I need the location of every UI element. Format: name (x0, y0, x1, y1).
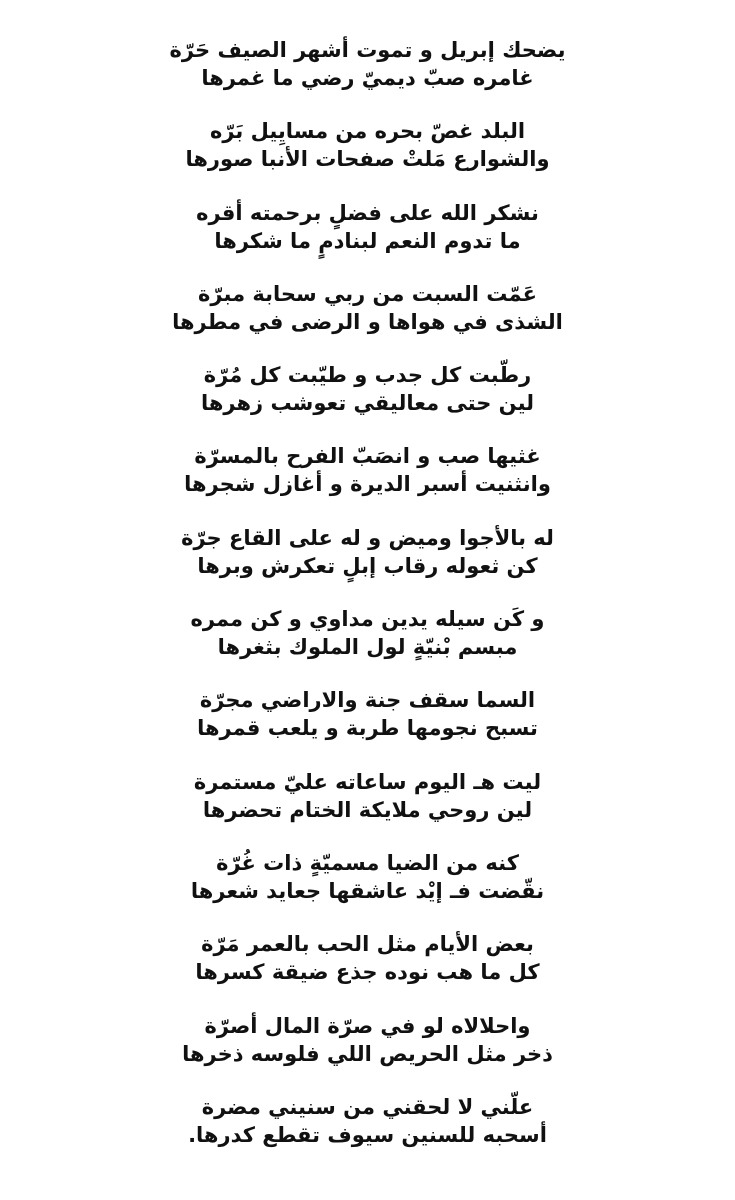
poem-line: لين حتى معاليقي تعوشب زهرها (200, 391, 535, 416)
stanza (120, 280, 615, 361)
poem-line: مبسم بْنيّةٍ لول الملوك بثغرها (217, 635, 518, 660)
stanza (120, 199, 615, 280)
stanza (120, 1012, 615, 1093)
poem-line: أسحبه للسنين سيوف تقطع كدرها. (188, 1122, 547, 1147)
poem-line: علّني لا لحقني من سنيني مضرة (201, 1094, 534, 1119)
stanza (120, 605, 615, 686)
poem-line: رطّبت كل جدب و طيّبت كل مُرّة (203, 363, 532, 388)
stanza (120, 849, 615, 930)
poem-line: الشذى في هواها و الرضى في مطرها (172, 309, 563, 334)
stanza (120, 442, 615, 523)
poem-line: نشكر الله على فضلٍ برحمته أقره (196, 200, 539, 225)
stanza (120, 768, 615, 849)
poem-line: كن ثعوله رقاب إبلٍ تعكرش وبرها (197, 553, 538, 578)
poem-line: بعض الأيام مثل الحب بالعمر مَرّة (201, 932, 534, 957)
poem (120, 36, 615, 1174)
poem-line: كنه من الضيا مسميّةٍ ذات غُرّة (216, 850, 519, 875)
stanza (120, 361, 615, 442)
poem-line: ما تدوم النعم لبنادمٍ ما شكرها (214, 228, 521, 253)
poem-line: السما سقف جنة والاراضي مجرّة (199, 688, 536, 713)
poem-line: عَمّت السبت من ربي سحابة مبرّة (198, 281, 537, 306)
poem-line: تسبح نجومها طربة و يلعب قمرها (197, 716, 538, 741)
poem-line: و كَن سيله يدين مداوي و كن ممره (190, 607, 545, 632)
poem-line: والشوارع مَلتْ صفحات الأنبا صورها (185, 147, 550, 172)
stanza (120, 524, 615, 605)
poem-line: واحلالاه لو في صرّة المال أصرّة (204, 1013, 531, 1038)
poem-line: نقّضت فـ إيْد عاشقها جعايد شعرها (190, 878, 545, 903)
stanza (120, 36, 615, 117)
poem-line: البلد غصّ بحره من مسايِيل بَرّه (209, 119, 526, 144)
poem-line: وانثنيت أسبر الديرة و أغازل شجرها (184, 472, 551, 497)
poem-line: له بالأجوا وميض و له على القاع جرّة (181, 525, 554, 550)
poem-line: كل ما هب نوده جذع ضيقة كسرها (195, 960, 540, 985)
poem-line: لين روحي ملايكة الختام تحضرها (202, 797, 533, 822)
poem-line: غامره صبّ ديميّ رضي ما غمرها (201, 66, 534, 90)
stanza (120, 686, 615, 767)
stanza (120, 930, 615, 1011)
poem-line: ليت هـ اليوم ساعاته عليّ مستمرة (193, 769, 542, 794)
poem-line: غثيها صب و انصَبّ الفرح بالمسرّة (194, 444, 541, 469)
poem-line: يضحك إبريل و تموت أشهر الصيف حَرّة (169, 38, 566, 62)
poem-line: ذخر مثل الحريص اللي فلوسه ذخرها (182, 1041, 553, 1066)
stanza (120, 1093, 615, 1174)
stanza (120, 117, 615, 198)
